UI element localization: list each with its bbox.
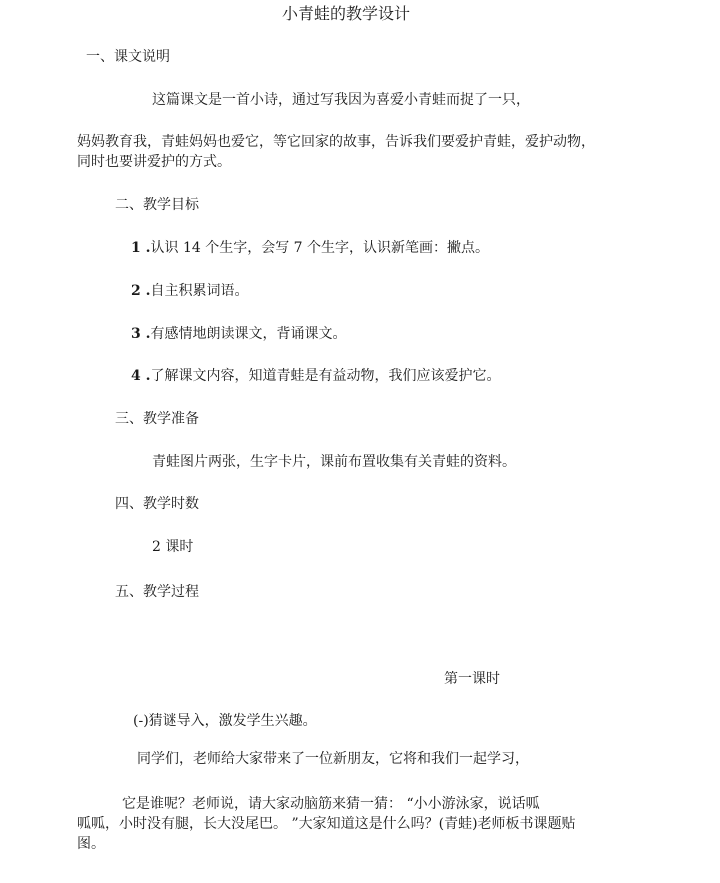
paragraph-line: 图。 bbox=[77, 836, 105, 852]
section-heading-3: 三、教学准备 bbox=[115, 411, 199, 427]
paragraph-line: 这篇课文是一首小诗，通过写我因为喜爱小青蛙而捉了一只， bbox=[152, 92, 530, 108]
goal-number: 1 . bbox=[131, 240, 151, 256]
goal-text: 认识 14 个生字，会写 7 个生字，认识新笔画：撇点。 bbox=[150, 240, 490, 256]
section-heading-1: 一、课文说明 bbox=[86, 49, 170, 65]
goal-number: 4 . bbox=[131, 368, 151, 384]
goal-item bbox=[131, 367, 501, 385]
goal-text: 自主积累词语。 bbox=[150, 283, 249, 299]
paragraph-line: 同学们，老师给大家带来了一位新朋友，它将和我们一起学习， bbox=[137, 751, 529, 767]
goal-item bbox=[131, 282, 249, 300]
step-heading: (-)猜谜导入，激发学生兴趣。 bbox=[133, 713, 317, 729]
goal-text: 了解课文内容，知道青蛙是有益动物，我们应该爱护它。 bbox=[150, 368, 501, 384]
paragraph-line: 同时也要讲爱护的方式。 bbox=[77, 154, 231, 170]
lesson-title: 第一课时 bbox=[444, 671, 500, 687]
goal-item bbox=[131, 239, 489, 257]
section-heading-5: 五、教学过程 bbox=[115, 584, 199, 600]
paragraph-line: 它是谁呢？老师说，请大家动脑筋来猜一猜： “小小游泳家，说话呱 bbox=[122, 796, 540, 812]
paragraph-line: 呱呱，小时没有腿，长大没尾巴。 ”大家知道这是什么吗？(青蛙)老师板书课题贴 bbox=[77, 816, 576, 832]
preparation-text: 青蛙图片两张，生字卡片，课前布置收集有关青蛙的资料。 bbox=[152, 454, 516, 470]
document-title: 小青蛙的教学设计 bbox=[282, 4, 411, 23]
section-heading-4: 四、教学时数 bbox=[115, 496, 199, 512]
goal-item bbox=[131, 325, 347, 343]
paragraph-line: 妈妈教育我，青蛙妈妈也爱它，等它回家的故事，告诉我们要爱护青蛙，爱护动物， bbox=[77, 134, 595, 150]
goal-number: 2 . bbox=[131, 283, 151, 299]
section-heading-2: 二、教学目标 bbox=[115, 197, 199, 213]
lesson-count: 2 课时 bbox=[152, 539, 194, 555]
goal-text: 有感情地朗读课文，背诵课文。 bbox=[150, 326, 347, 342]
goal-number: 3 . bbox=[131, 326, 151, 342]
